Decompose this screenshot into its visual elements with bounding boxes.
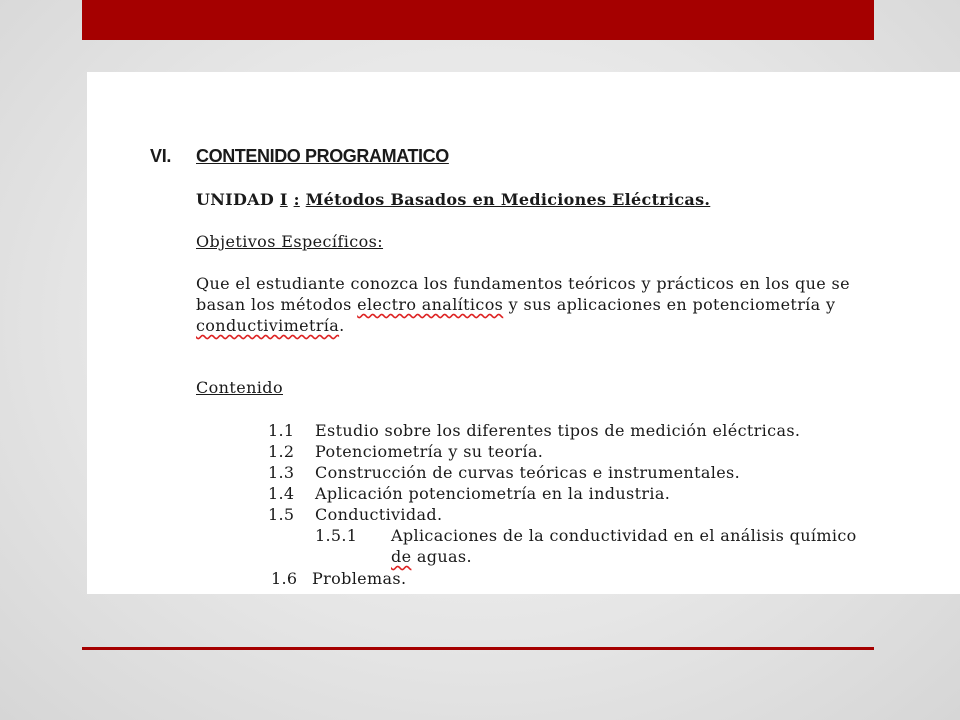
subitem-number: 1.5.1 xyxy=(315,526,358,545)
unit-heading xyxy=(196,190,710,209)
objectives-line-1: Que el estudiante conozca los fundamentos teóricos y prácticos en los que se xyxy=(196,274,850,293)
subitem-text-line-2 xyxy=(391,547,472,566)
objectives-line-2-part-c: y sus aplicaciones en potenciometría y xyxy=(503,295,836,314)
list-item-number: 1.4 xyxy=(268,484,295,503)
objectives-line-3 xyxy=(196,316,345,335)
objectives-line-3-part-b: . xyxy=(339,316,345,335)
list-item-text: Conductividad. xyxy=(315,505,443,524)
list-item-number: 1.2 xyxy=(268,442,295,461)
subitem-text-line-2-part-a: de xyxy=(391,547,412,566)
list-item-text: Estudio sobre los diferentes tipos de medición eléctricas. xyxy=(315,421,801,440)
section-number: VI. xyxy=(150,146,172,166)
unit-numeral: I xyxy=(279,190,288,209)
list-item-text: Potenciometría y su teoría. xyxy=(315,442,544,461)
unit-title: Métodos Basados en Mediciones Eléctricas. xyxy=(305,190,711,209)
bottom-accent-line xyxy=(82,647,874,650)
list-item-number: 1.5 xyxy=(268,505,295,524)
list-item-text: Aplicación potenciometría en la industria. xyxy=(315,484,671,503)
list-item-number: 1.6 xyxy=(271,569,298,588)
contents-heading: Contenido xyxy=(196,378,283,397)
objectives-line-2 xyxy=(196,295,835,314)
list-item-number: 1.1 xyxy=(268,421,295,440)
list-item-number: 1.3 xyxy=(268,463,295,482)
top-accent-bar xyxy=(82,0,874,40)
objectives-line-3-part-a: conductivimetría xyxy=(196,316,340,335)
document-image xyxy=(87,72,960,594)
subitem-text-line-2-part-b: aguas. xyxy=(411,547,472,566)
unit-separator: : xyxy=(293,190,300,209)
list-item-text: Construcción de curvas teóricas e instrumentales. xyxy=(315,463,741,482)
unit-label: UNIDAD xyxy=(196,190,275,209)
objectives-line-2-part-b: electro analíticos xyxy=(357,295,504,314)
subitem-text-line-1: Aplicaciones de la conductividad en el análisis químico xyxy=(391,526,857,545)
section-title: CONTENIDO PROGRAMATICO xyxy=(196,146,449,166)
objectives-line-2-part-a: basan los métodos xyxy=(196,295,358,314)
list-item-text: Problemas. xyxy=(312,569,407,588)
objectives-heading: Objetivos Específicos: xyxy=(196,232,384,251)
